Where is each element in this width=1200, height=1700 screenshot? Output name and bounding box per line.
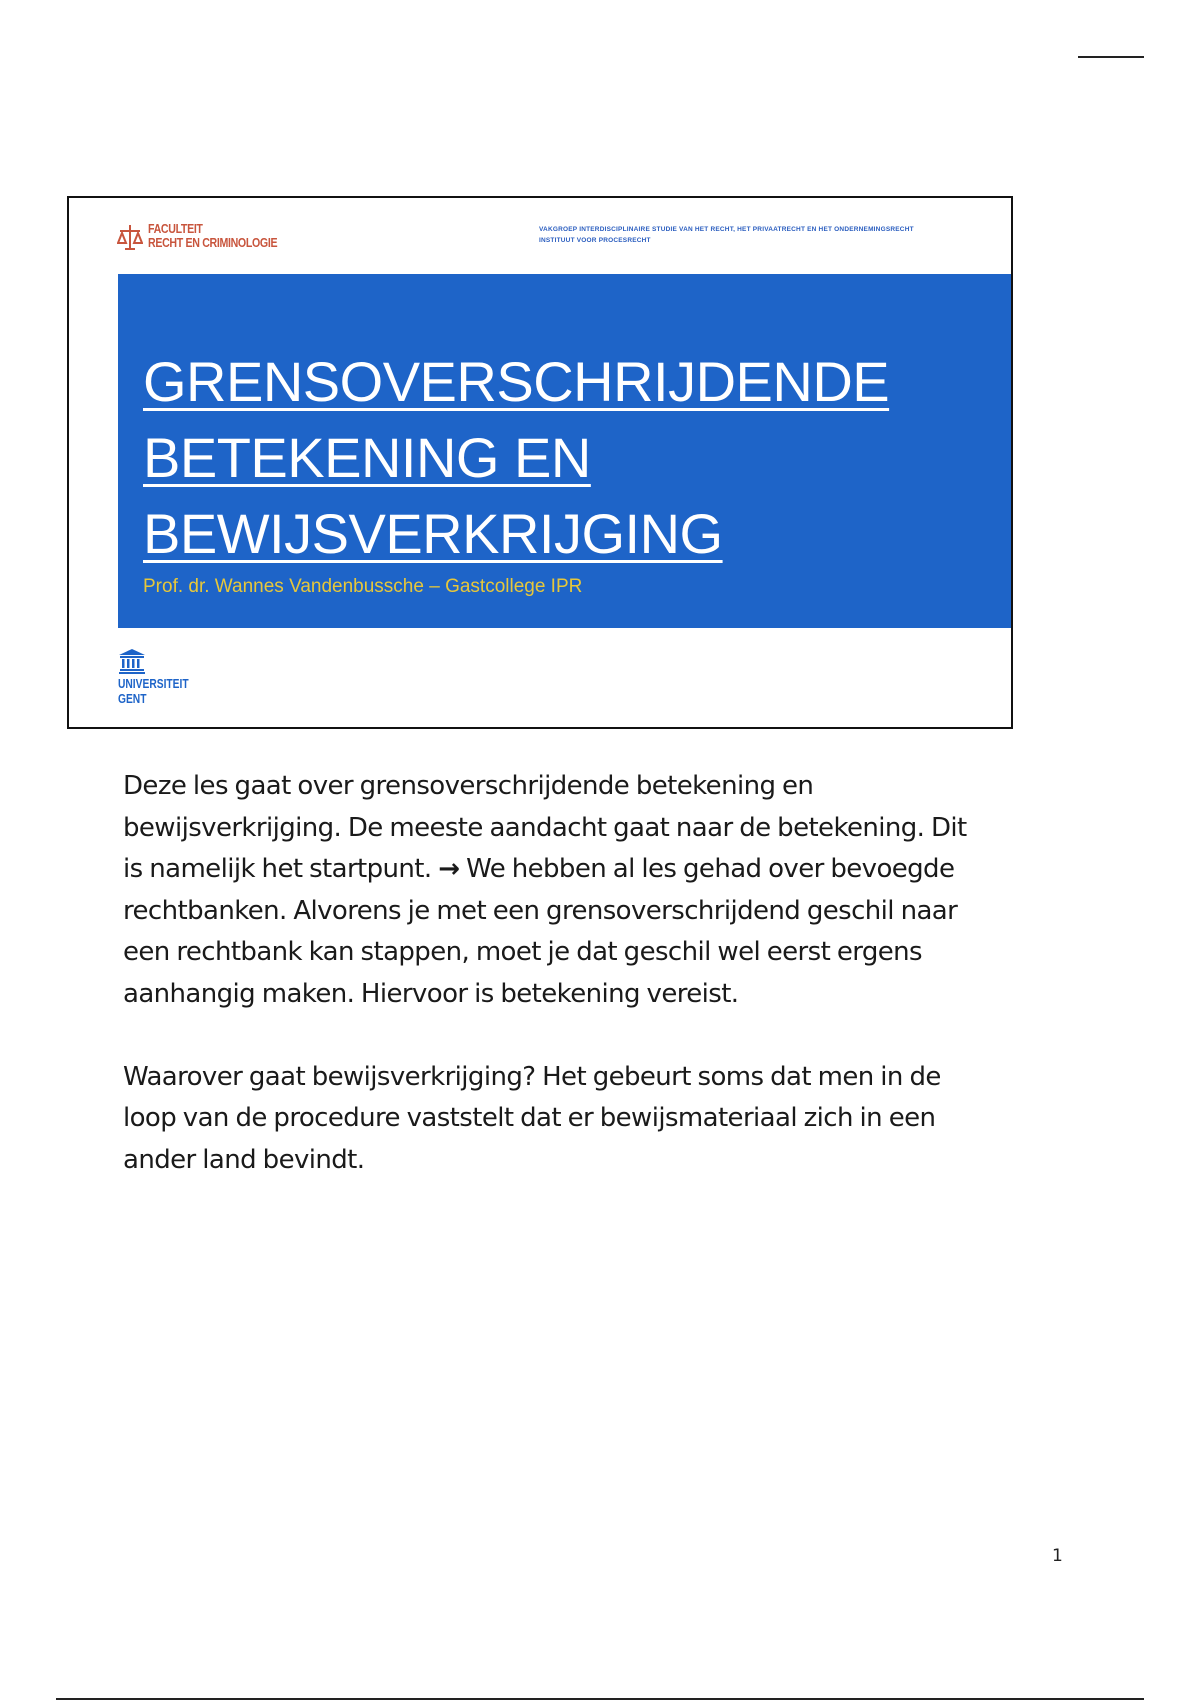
title-line-1: GRENSOVERSCHRIJDENDE xyxy=(143,350,890,413)
university-building-icon xyxy=(118,648,146,674)
notes-paragraph-2: Waarover gaat bewijsverkrijging? Het gebeurt soms dat men in de loop van de procedure vaststelt dat er bewijsmateriaal zich in een ander land bevindt. xyxy=(123,1061,941,1175)
department-header xyxy=(539,224,989,246)
arrow-right-icon: → xyxy=(438,854,460,884)
faculty-logo xyxy=(117,222,300,251)
slide-title xyxy=(143,344,889,572)
notes-paragraph-1-part-1: Deze les gaat over grensoverschrijdende betekening en bewijsverkrijging. De meeste aandacht gaat naar de betekening. Dit is namelijk het startpunt. xyxy=(123,771,967,884)
title-line-2: BETEKENING EN xyxy=(143,426,591,489)
university-logo xyxy=(118,648,204,707)
title-banner xyxy=(118,274,1013,628)
page-number: 1 xyxy=(1052,1546,1063,1566)
title-line-3: BEWIJSVERKRIJGING xyxy=(143,502,723,565)
slide-notes xyxy=(123,766,983,1181)
faculty-logo-line2: RECHT EN CRIMINOLOGIE xyxy=(148,236,278,250)
slide-thumbnail xyxy=(67,196,1013,729)
university-logo-line2: GENT xyxy=(118,692,147,706)
scales-icon xyxy=(117,223,143,251)
notes-paragraph-1 xyxy=(123,766,983,1015)
department-line1: VAKGROEP INTERDISCIPLINAIRE STUDIE VAN HET RECHT, HET PRIVAATRECHT EN HET ONDERNEMINGSRECHT xyxy=(539,226,914,233)
slide-subtitle: Prof. dr. Wannes Vandenbussche – Gastcollege IPR xyxy=(143,576,583,597)
university-logo-line1: UNIVERSITEIT xyxy=(118,677,189,691)
department-line2: INSTITUUT VOOR PROCESRECHT xyxy=(539,237,651,244)
header-rule xyxy=(1078,56,1144,58)
notes-paragraph-1-part-2: We hebben al les gehad over bevoegde rechtbanken. Alvorens je met een grensoverschrijdend geschil naar een rechtbank kan stappen, moet je dat geschil wel eerst ergens aanhangig maken. Hiervoor is betekening vereist. xyxy=(123,854,958,1009)
faculty-logo-line1: FACULTEIT xyxy=(148,222,203,236)
